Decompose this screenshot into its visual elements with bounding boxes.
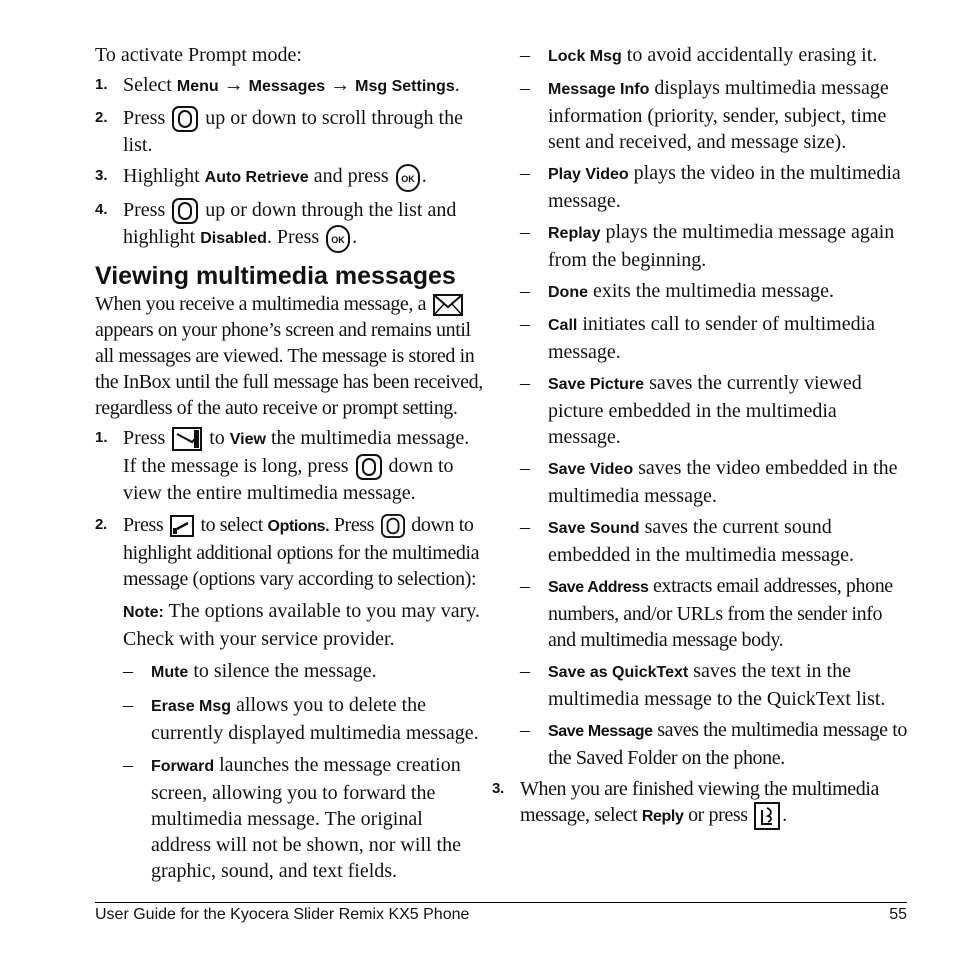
envelope-icon (433, 294, 463, 316)
dash-bullet: – (123, 694, 133, 717)
step-text: Press (123, 426, 166, 449)
step-text: or press (683, 804, 748, 826)
left-softkey-icon (170, 515, 194, 537)
step-text: . (421, 165, 427, 188)
arrow: → (218, 74, 249, 96)
step-number: 1. (95, 76, 108, 93)
option-text: to avoid accidentally erasing it. (621, 44, 878, 66)
option-text: saves the video embedded in the multimedia message. (548, 457, 898, 507)
option-name: Save Video (548, 461, 634, 478)
option-name: Save Address (548, 579, 649, 596)
step-text: When you are finished viewing the multimedia message, select (520, 778, 879, 826)
dash-bullet: – (123, 660, 133, 683)
step-text: Highlight (123, 165, 205, 188)
step-text: . (352, 226, 358, 249)
menu-label: Menu (176, 78, 219, 95)
step-text: and press (308, 165, 389, 188)
dash-bullet: – (520, 44, 530, 66)
step-text: the multimedia message. If the message is long, press (123, 426, 470, 477)
step-text: down to view the entire multimedia message. (123, 454, 454, 505)
option-text: saves the multimedia message to the Saved Folder on the phone. (548, 719, 907, 769)
reply-label: Reply (641, 808, 684, 825)
step-text: to (209, 426, 230, 449)
dash-bullet: – (520, 719, 530, 741)
step-number: 3. (492, 780, 504, 797)
option-item (520, 75, 912, 155)
option-item (123, 752, 485, 884)
option-text: saves the currently viewed picture embedded in the multimedia message. (548, 372, 862, 448)
option-text: exits the multimedia message. (588, 280, 835, 302)
option-item (520, 658, 912, 712)
step-finish-viewing (492, 776, 912, 830)
option-item (520, 160, 912, 214)
navigation-key-icon (172, 198, 198, 224)
option-item (520, 370, 912, 450)
option-item (520, 278, 912, 306)
option-text: allows you to delete the currently displayed multimedia message. (151, 694, 479, 745)
dash-bullet: – (520, 660, 530, 682)
step-text: Select (123, 74, 177, 96)
navigation-key-icon (172, 106, 198, 132)
step-text: down to highlight additional options for the multimedia message (options vary according to selection): (123, 514, 480, 591)
dash-bullet: – (520, 575, 530, 597)
dash-bullet: – (123, 754, 133, 777)
msg-settings-label: Msg Settings (355, 78, 455, 95)
option-text: to silence the message. (188, 660, 377, 683)
step-press-nav (95, 105, 485, 158)
note (95, 598, 485, 652)
option-name: Save Message (548, 723, 653, 740)
option-item (520, 514, 912, 568)
option-text: plays the multimedia message again from the beginning. (548, 221, 895, 271)
arrow: → (325, 74, 356, 96)
option-name: Save Sound (548, 520, 640, 537)
option-text: extracts email addresses, phone numbers, and/or URLs from the sender info and multimedia message body. (548, 575, 893, 651)
paragraph-text: When you receive a multimedia message, a (95, 292, 427, 315)
send-key-icon (754, 802, 780, 830)
step-text: . (782, 804, 787, 826)
option-name: Erase Msg (151, 698, 232, 716)
step-text: up or down to scroll through the list. (123, 107, 463, 157)
option-name: Replay (548, 225, 601, 242)
disabled-label: Disabled (200, 230, 267, 248)
option-text: plays the video in the multimedia message. (548, 162, 901, 212)
step-select-options (95, 512, 485, 592)
step-text: Press (123, 107, 166, 129)
option-text: saves the text in the multimedia message to the QuickText list. (548, 660, 886, 710)
dash-bullet: – (520, 313, 530, 335)
messages-label: Messages (248, 78, 326, 95)
option-item (520, 717, 912, 771)
section-heading: Viewing multimedia messages (95, 261, 456, 290)
option-name: Done (548, 284, 588, 301)
step-text: . (454, 74, 460, 96)
step-number: 3. (95, 167, 108, 185)
step-number: 2. (95, 109, 108, 126)
note-label: Note: (123, 604, 164, 622)
option-item (520, 42, 912, 70)
auto-retrieve-label: Auto Retrieve (204, 169, 309, 187)
option-name: Save as QuickText (548, 664, 689, 681)
navigation-key-icon (381, 514, 405, 538)
intro-paragraph (95, 291, 485, 421)
step-number: 2. (95, 516, 107, 534)
note-text: The options available to you may vary. Check with your service provider. (123, 600, 480, 651)
option-item (520, 311, 912, 365)
step-text: Press (123, 198, 166, 221)
step-highlight-auto (95, 163, 485, 191)
option-name: Play Video (548, 166, 629, 183)
right-column (492, 42, 912, 830)
step-select-menu (95, 72, 485, 100)
dash-bullet: – (520, 280, 530, 302)
option-item (520, 219, 912, 273)
option-item (123, 658, 485, 686)
option-item (520, 455, 912, 509)
dash-bullet: – (520, 77, 530, 99)
paragraph-text: appears on your phone’s screen and remains until all messages are viewed. The message is stored in the InBox until the full message has been received, regardless of the auto receive or prompt setting. (95, 318, 483, 419)
view-label: View (229, 430, 266, 448)
page-footer (95, 902, 907, 927)
right-softkey-icon (172, 427, 202, 451)
option-name: Mute (151, 664, 189, 682)
footer-title: User Guide for the Kyocera Slider Remix KX5 Phone (95, 906, 470, 923)
step-number: 4. (95, 200, 108, 218)
intro-text: To activate Prompt mode: (95, 44, 302, 66)
option-name: Call (548, 317, 578, 334)
option-name: Forward (151, 758, 215, 776)
step-text: . Press (266, 226, 320, 249)
dash-bullet: – (520, 162, 530, 184)
option-text: launches the message creation screen, allowing you to forward the multimedia message. The original address will not be shown, nor will the graphic, sound, and text fields. (151, 754, 461, 883)
dash-bullet: – (520, 516, 530, 538)
ok-key-icon (326, 225, 350, 253)
option-name: Message Info (548, 81, 650, 98)
option-name: Save Picture (548, 376, 645, 393)
option-text: initiates call to sender of multimedia message. (548, 313, 876, 363)
dash-bullet: – (520, 457, 530, 479)
page-number: 55 (889, 906, 907, 923)
dash-bullet: – (520, 221, 530, 243)
step-text: Press (329, 514, 375, 537)
dash-bullet: – (520, 372, 530, 394)
step-number: 1. (95, 428, 108, 446)
left-column (95, 42, 485, 884)
options-label: Options. (267, 518, 330, 536)
option-item (123, 692, 485, 746)
navigation-key-icon (356, 454, 382, 480)
svg-text:OK: OK (400, 173, 415, 184)
step-text: to select (200, 514, 268, 537)
option-text: saves the current sound embedded in the multimedia message. (548, 516, 855, 566)
svg-text:OK: OK (331, 234, 345, 245)
option-item (520, 573, 912, 653)
step-highlight-disabled (95, 197, 485, 253)
step-text: Press (123, 514, 164, 537)
option-name: Lock Msg (548, 48, 622, 65)
step-view-message (95, 425, 485, 506)
option-text: displays multimedia message information (priority, sender, subject, time sent and received, and message size). (548, 77, 889, 153)
ok-key-icon (396, 164, 420, 192)
step-text: up or down through the list and highlight (123, 198, 457, 249)
